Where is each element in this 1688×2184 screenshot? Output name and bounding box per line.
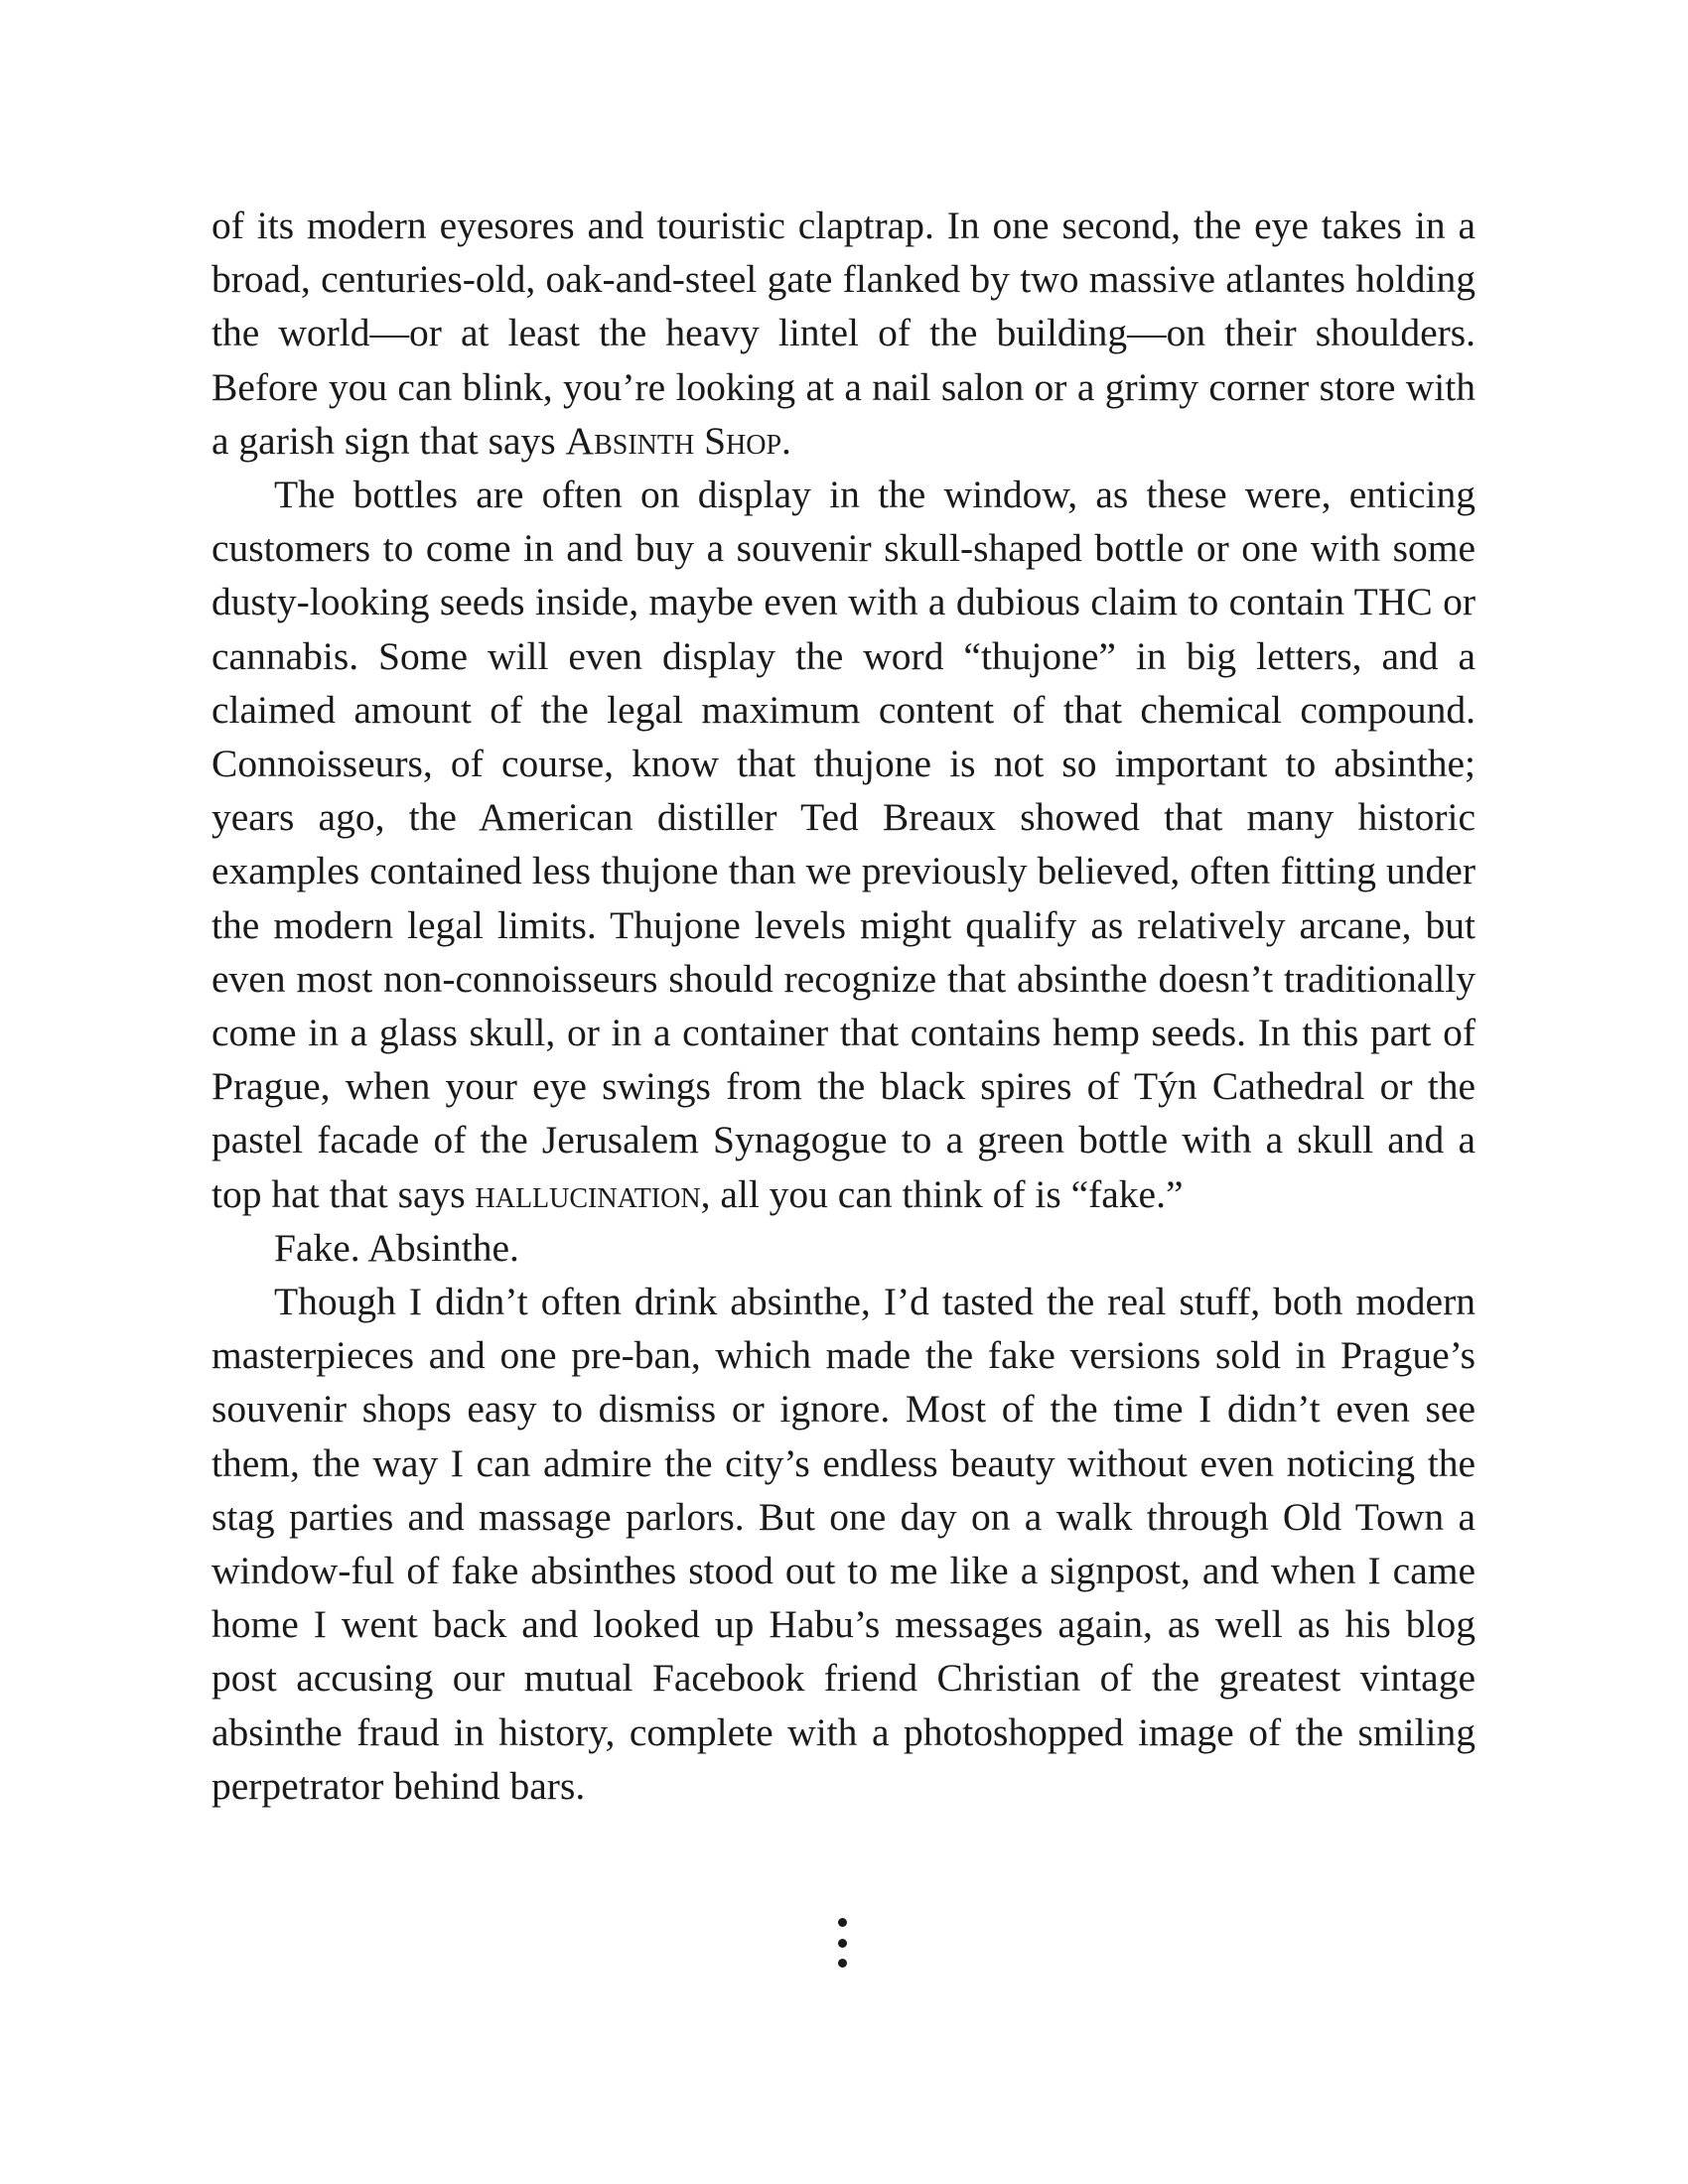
paragraph-text: Though I didn’t often drink absinthe, I’d tasted the real stuff, both modern masterpieces and one pre-ban, which made the fake versions sold in Prague’s souvenir shops easy to dismiss or ignore. Most of the time I didn’t even see them, the way I can admire the city’s endless beauty without even noticing the stag parties and massage parlors. But one day on a walk through Old Town a window-ful of fake absinthes stood out to me like a signpost, and when I came home I went back and looked up Habu’s messages again, as well as his blog post accusing our mutual Facebook friend Christian of the greatest vintage absinthe fraud in history, complete with a photoshopped image of the smiling perpetrator behind bars. bbox=[211, 1280, 1476, 1808]
vertical-ellipsis-icon bbox=[830, 1918, 854, 1968]
body-text bbox=[211, 199, 1476, 1813]
paragraph bbox=[211, 1221, 1476, 1275]
scene-break-dot bbox=[838, 1959, 847, 1968]
paragraph bbox=[211, 468, 1476, 1221]
bottle-label-text: hallucination bbox=[475, 1171, 701, 1216]
scene-break-dot bbox=[838, 1918, 847, 1927]
scene-break-dot bbox=[838, 1939, 847, 1948]
paragraph-text: The bottles are often on display in the window, as these were, enticing customers to come in and buy a souvenir skull-shaped bottle or one with some dusty-looking seeds inside, maybe even with a dubious claim to contain THC or cannabis. Some will even display the word “thujone” in big letters, and a claimed amount of the legal maximum content of that chemical compound. Connoisseurs, of course, know that thujone is not so important to absinthe; years ago, the American distiller Ted Breaux showed that many historic examples contained less thujone than we previously believed, often fitting under the modern legal limits. Thujone levels might qualify as relatively arcane, but even most non-connoisseurs should recognize that absinthe doesn’t traditionally come in a glass skull, or in a container that contains hemp seeds. In this part of Prague, when your eye swings from the black spires of Týn Cathedral or the pastel facade of the Jerusalem Synagogue to a green bottle with a skull and a top hat that says bbox=[211, 473, 1476, 1216]
paragraph-text: , all you can think of is “fake.” bbox=[700, 1171, 1184, 1216]
paragraph bbox=[211, 1275, 1476, 1813]
paragraph-text: Fake. Absinthe. bbox=[274, 1225, 519, 1270]
paragraph bbox=[211, 199, 1476, 468]
paragraph-text: of its modern eyesores and touristic claptrap. In one second, the eye takes in a broad, centuries-old, oak-and-steel gate flanked by two massive atlantes holding the world—or at least the heavy lintel of the building—on their shoulders. Before you can blink, you’re looking at a nail salon or a grimy corner store with a garish sign that says bbox=[211, 204, 1476, 463]
paragraph-text: . bbox=[781, 418, 791, 463]
shop-sign-text: Absinth Shop bbox=[565, 418, 782, 463]
